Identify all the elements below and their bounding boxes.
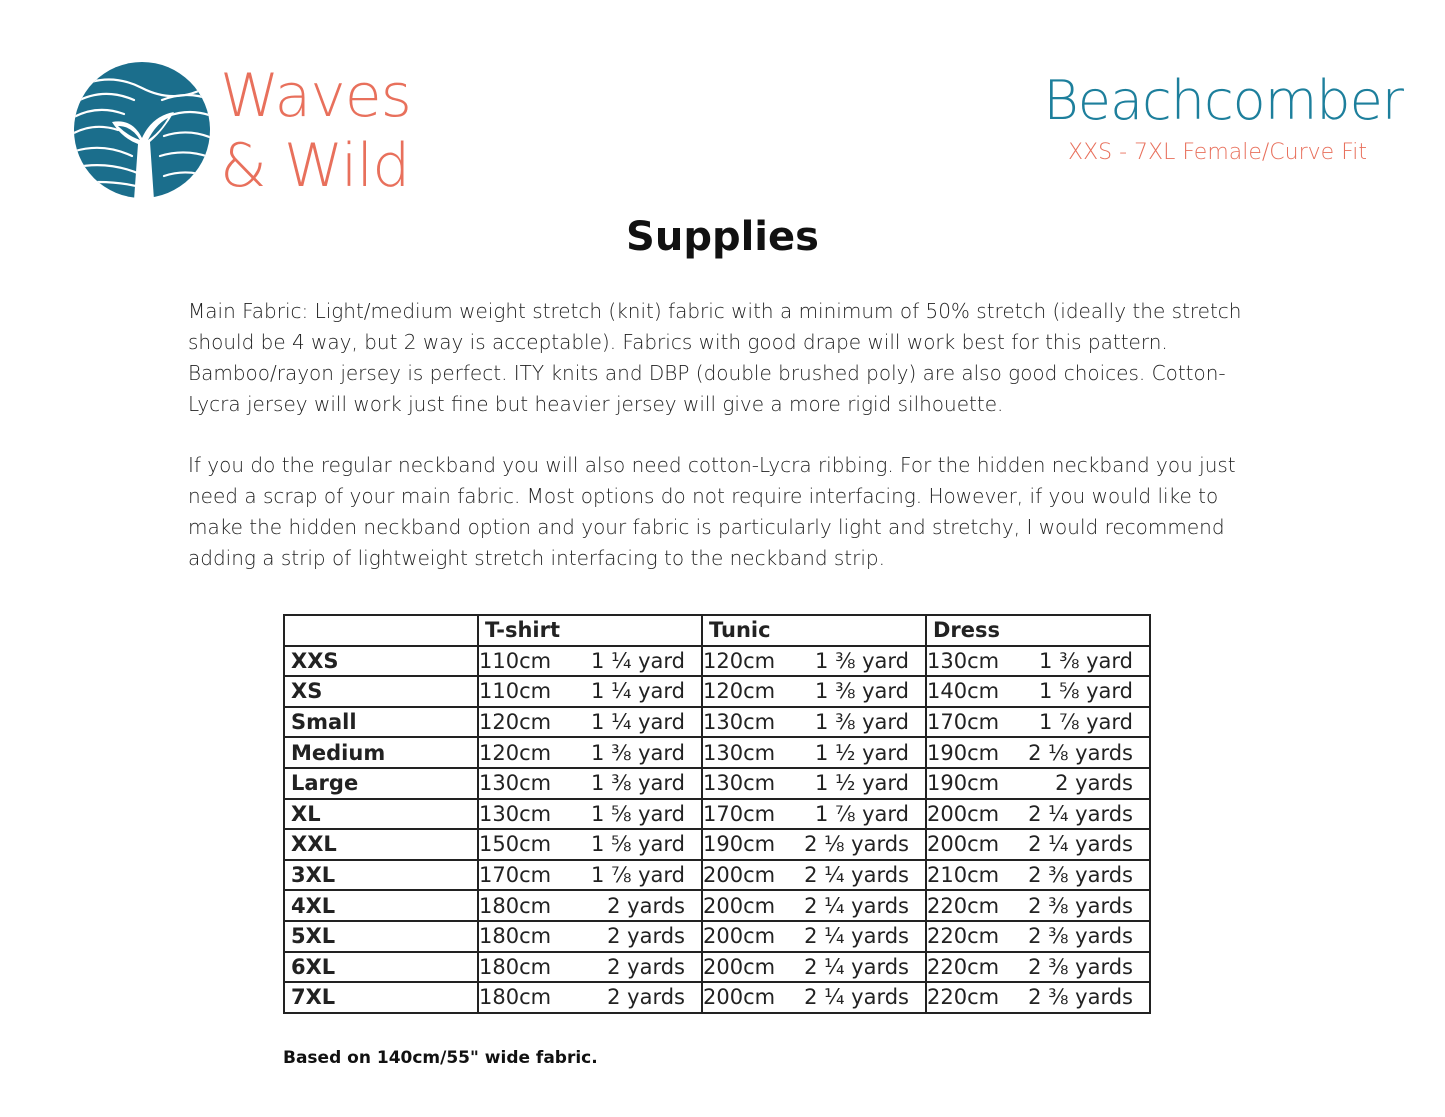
size-cell: 4XL — [284, 890, 478, 921]
dress-cell — [926, 768, 1150, 799]
tshirt-cell — [478, 707, 702, 738]
dress-yards: 1 ⅜ yard — [1039, 648, 1133, 673]
dress-cm: 220cm — [927, 985, 1000, 1010]
table-row — [284, 952, 1150, 983]
tshirt-cm: 110cm — [479, 679, 552, 704]
brand-name-line2: & Wild — [220, 131, 410, 201]
tshirt-yards: 1 ⅝ yard — [591, 832, 685, 857]
tunic-yards: 2 ¼ yards — [804, 924, 909, 949]
tshirt-cell — [478, 829, 702, 860]
dress-cm: 200cm — [927, 801, 1000, 826]
tshirt-yards: 2 yards — [607, 924, 685, 949]
dress-cm: 130cm — [927, 648, 1000, 673]
dress-cell — [926, 707, 1150, 738]
size-cell: Large — [284, 768, 478, 799]
dress-cm: 220cm — [927, 893, 1000, 918]
header-size — [284, 615, 478, 646]
table-row — [284, 860, 1150, 891]
fabric-requirements-table — [283, 614, 1151, 1014]
tunic-yards: 2 ⅛ yards — [804, 832, 909, 857]
main-fabric-paragraph: Main Fabric: Light/medium weight stretch (knit) fabric with a minimum of 50% stretch (ideally the stretch should be 4 way, but 2 way is acceptable). Fabrics with good drape will work best for this pattern. Bamboo/rayon jersey is perfect. ITY knits and DBP (double brushed poly) are also good choices. Cotton-Lycra jersey will work just fine but heavier jersey will give a more rigid silhouette. — [188, 299, 1242, 416]
size-cell: XXL — [284, 829, 478, 860]
table-row — [284, 799, 1150, 830]
tunic-cell — [702, 768, 926, 799]
tunic-cell — [702, 982, 926, 1013]
tunic-cell — [702, 952, 926, 983]
tshirt-cm: 130cm — [479, 771, 552, 796]
tshirt-yards: 1 ⅜ yard — [591, 740, 685, 765]
size-cell: 5XL — [284, 921, 478, 952]
dress-cm: 210cm — [927, 863, 1000, 888]
tunic-cm: 200cm — [703, 924, 776, 949]
dress-cell — [926, 829, 1150, 860]
dress-yards: 2 ⅜ yards — [1028, 924, 1133, 949]
table-row — [284, 676, 1150, 707]
dress-yards: 1 ⅞ yard — [1039, 710, 1133, 735]
tshirt-cell — [478, 952, 702, 983]
size-cell: Small — [284, 707, 478, 738]
tunic-cm: 130cm — [703, 740, 776, 765]
dress-cm: 200cm — [927, 832, 1000, 857]
tshirt-cell — [478, 737, 702, 768]
table-header-row — [284, 615, 1150, 646]
dress-cell — [926, 646, 1150, 677]
size-cell: 6XL — [284, 952, 478, 983]
brand-name-line1: Waves — [220, 61, 411, 131]
tshirt-cell — [478, 676, 702, 707]
tshirt-yards: 1 ⅞ yard — [591, 863, 685, 888]
tshirt-yards: 1 ¼ yard — [591, 710, 685, 735]
tunic-cell — [702, 707, 926, 738]
size-cell: XXS — [284, 646, 478, 677]
size-cell: Medium — [284, 737, 478, 768]
tunic-cm: 130cm — [703, 771, 776, 796]
table-row — [284, 890, 1150, 921]
tunic-yards: 2 ¼ yards — [804, 863, 909, 888]
tunic-cell — [702, 921, 926, 952]
dress-cell — [926, 676, 1150, 707]
tunic-yards: 1 ⅜ yard — [815, 648, 909, 673]
tshirt-cm: 150cm — [479, 832, 552, 857]
tunic-cell — [702, 860, 926, 891]
product-subtitle: XXS - 7XL Female/Curve Fit — [1068, 140, 1367, 165]
dress-yards: 2 yards — [1055, 771, 1133, 796]
header-tshirt: T-shirt — [478, 615, 702, 646]
tunic-cell — [702, 829, 926, 860]
tunic-yards: 1 ⅜ yard — [815, 679, 909, 704]
tshirt-yards: 2 yards — [607, 893, 685, 918]
tshirt-cell — [478, 799, 702, 830]
footnote: Based on 140cm/55" wide fabric. — [283, 1048, 598, 1068]
tunic-yards: 1 ⅞ yard — [815, 801, 909, 826]
tshirt-yards: 1 ⅜ yard — [591, 771, 685, 796]
neckband-paragraph: If you do the regular neckband you will also need cotton-Lycra ribbing. For the hidden neckband you just need a scrap of your main fabric. Most options do not require interfacing. However, if you would like to make the hidden neckband option and your fabric is particularly light and stretchy, I would recommend adding a strip of lightweight stretch interfacing to the neckband strip. — [188, 453, 1236, 570]
size-cell: 7XL — [284, 982, 478, 1013]
dress-cell — [926, 982, 1150, 1013]
tunic-cm: 120cm — [703, 648, 776, 673]
tshirt-cell — [478, 860, 702, 891]
dress-cell — [926, 952, 1150, 983]
tunic-yards: 2 ¼ yards — [804, 893, 909, 918]
tshirt-cm: 180cm — [479, 924, 552, 949]
tshirt-cell — [478, 890, 702, 921]
table-row — [284, 707, 1150, 738]
table-row — [284, 921, 1150, 952]
dress-yards: 2 ⅜ yards — [1028, 893, 1133, 918]
table-row — [284, 982, 1150, 1013]
tunic-cm: 200cm — [703, 893, 776, 918]
dress-yards: 2 ⅛ yards — [1028, 740, 1133, 765]
tshirt-cell — [478, 921, 702, 952]
dress-yards: 1 ⅝ yard — [1039, 679, 1133, 704]
tunic-cm: 200cm — [703, 863, 776, 888]
tshirt-cell — [478, 982, 702, 1013]
tunic-cm: 200cm — [703, 985, 776, 1010]
header-dress: Dress — [926, 615, 1150, 646]
tunic-cell — [702, 737, 926, 768]
table-row — [284, 768, 1150, 799]
tunic-cm: 170cm — [703, 801, 776, 826]
table-body — [284, 646, 1150, 1013]
tshirt-cm: 120cm — [479, 740, 552, 765]
tshirt-cm: 180cm — [479, 893, 552, 918]
tshirt-cm: 110cm — [479, 648, 552, 673]
size-cell: 3XL — [284, 860, 478, 891]
tunic-cm: 190cm — [703, 832, 776, 857]
tunic-cell — [702, 799, 926, 830]
tunic-cell — [702, 646, 926, 677]
tshirt-cell — [478, 646, 702, 677]
tshirt-cm: 130cm — [479, 801, 552, 826]
dress-cm: 170cm — [927, 710, 1000, 735]
tunic-yards: 2 ¼ yards — [804, 954, 909, 979]
tunic-yards: 1 ⅜ yard — [815, 710, 909, 735]
tshirt-cm: 180cm — [479, 954, 552, 979]
tshirt-yards: 2 yards — [607, 985, 685, 1010]
tshirt-yards: 2 yards — [607, 954, 685, 979]
tshirt-yards: 1 ¼ yard — [591, 679, 685, 704]
tunic-cm: 200cm — [703, 954, 776, 979]
tunic-cm: 120cm — [703, 679, 776, 704]
dress-cm: 140cm — [927, 679, 1000, 704]
dress-cell — [926, 890, 1150, 921]
section-title: Supplies — [626, 214, 819, 260]
table-row — [284, 829, 1150, 860]
dress-cm: 190cm — [927, 771, 1000, 796]
dress-cm: 190cm — [927, 740, 1000, 765]
tunic-yards: 1 ½ yard — [815, 771, 909, 796]
tunic-yards: 1 ½ yard — [815, 740, 909, 765]
tshirt-cell — [478, 768, 702, 799]
dress-yards: 2 ¼ yards — [1028, 801, 1133, 826]
dress-yards: 2 ¼ yards — [1028, 832, 1133, 857]
dress-yards: 2 ⅜ yards — [1028, 954, 1133, 979]
dress-yards: 2 ⅜ yards — [1028, 863, 1133, 888]
tunic-cm: 130cm — [703, 710, 776, 735]
tunic-cell — [702, 676, 926, 707]
tshirt-cm: 180cm — [479, 985, 552, 1010]
tshirt-yards: 1 ¼ yard — [591, 648, 685, 673]
tshirt-cm: 170cm — [479, 863, 552, 888]
tunic-cell — [702, 890, 926, 921]
dress-cell — [926, 799, 1150, 830]
tshirt-yards: 1 ⅝ yard — [591, 801, 685, 826]
product-title: Beachcomber — [1043, 69, 1403, 132]
tunic-yards: 2 ¼ yards — [804, 985, 909, 1010]
waves-and-wild-logo — [72, 60, 212, 200]
dress-cm: 220cm — [927, 924, 1000, 949]
size-cell: XS — [284, 676, 478, 707]
size-cell: XL — [284, 799, 478, 830]
table-row — [284, 646, 1150, 677]
dress-cm: 220cm — [927, 954, 1000, 979]
dress-cell — [926, 737, 1150, 768]
dress-cell — [926, 860, 1150, 891]
dress-yards: 2 ⅜ yards — [1028, 985, 1133, 1010]
table-row — [284, 737, 1150, 768]
tshirt-cm: 120cm — [479, 710, 552, 735]
dress-cell — [926, 921, 1150, 952]
header-tunic: Tunic — [702, 615, 926, 646]
